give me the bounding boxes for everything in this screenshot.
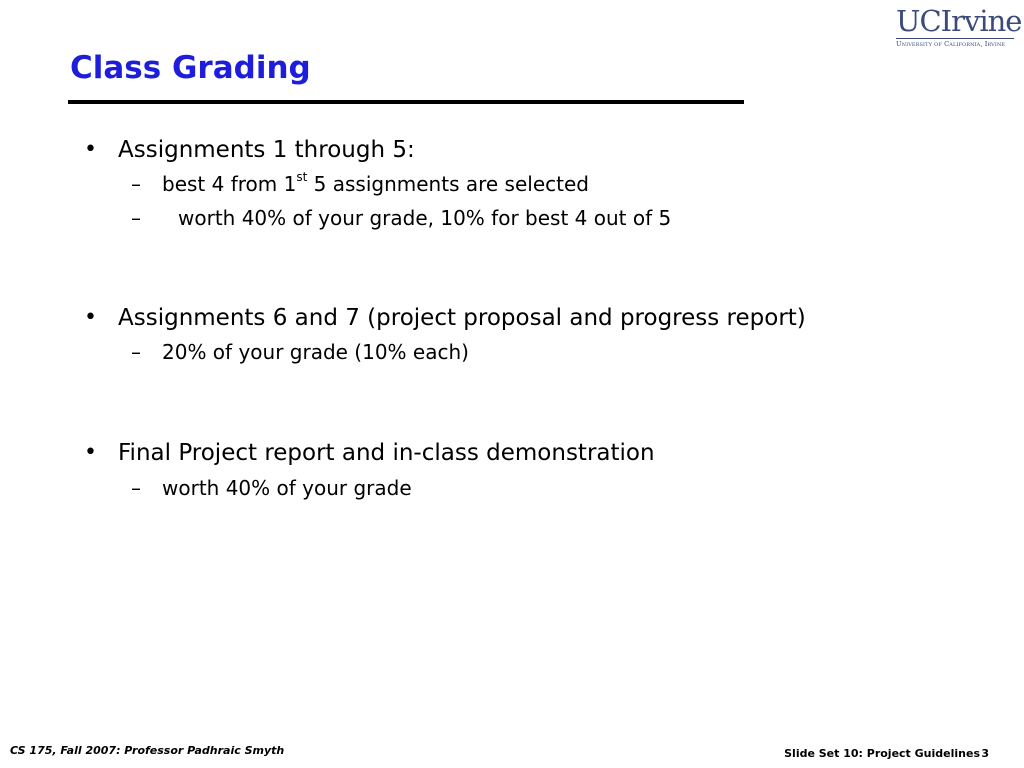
sub-text-part: best 4 from 1 (162, 172, 297, 196)
bullet-text: Assignments 1 through 5: (118, 137, 415, 163)
sub-bullet-text (162, 170, 589, 198)
superscript: st (296, 170, 308, 185)
sub-bullet-glyph: – (131, 172, 141, 196)
footer-course-info: CS 175, Fall 2007: Professor Padhraic Smyth (10, 744, 285, 757)
sub-bullet-glyph: – (131, 340, 141, 364)
bullet-glyph: • (84, 440, 97, 465)
sub-bullet-glyph: – (131, 206, 141, 230)
logo-subtitle: University of California, Irvine (896, 38, 1014, 48)
logo-wordmark: UCIrvine (896, 4, 1022, 38)
ucirvine-logo (896, 4, 1022, 48)
bullet-glyph: • (84, 137, 97, 162)
sub-bullet-text: 20% of your grade (10% each) (162, 340, 469, 364)
sub-bullet-glyph: – (131, 476, 141, 500)
page-number: 3 (981, 747, 989, 760)
sub-text-part: 5 assignments are selected (307, 172, 589, 196)
title-underline (68, 100, 744, 104)
sub-bullet-text: worth 40% of your grade (162, 476, 412, 500)
slide-title: Class Grading (70, 50, 311, 86)
sub-bullet-text: worth 40% of your grade, 10% for best 4 out of 5 (178, 206, 672, 230)
bullet-text: Assignments 6 and 7 (project proposal and progress report) (118, 305, 806, 331)
bullet-text: Final Project report and in-class demonstration (118, 440, 655, 466)
bullet-glyph: • (84, 305, 97, 330)
footer-slide-set: Slide Set 10: Project Guidelines (784, 747, 980, 760)
